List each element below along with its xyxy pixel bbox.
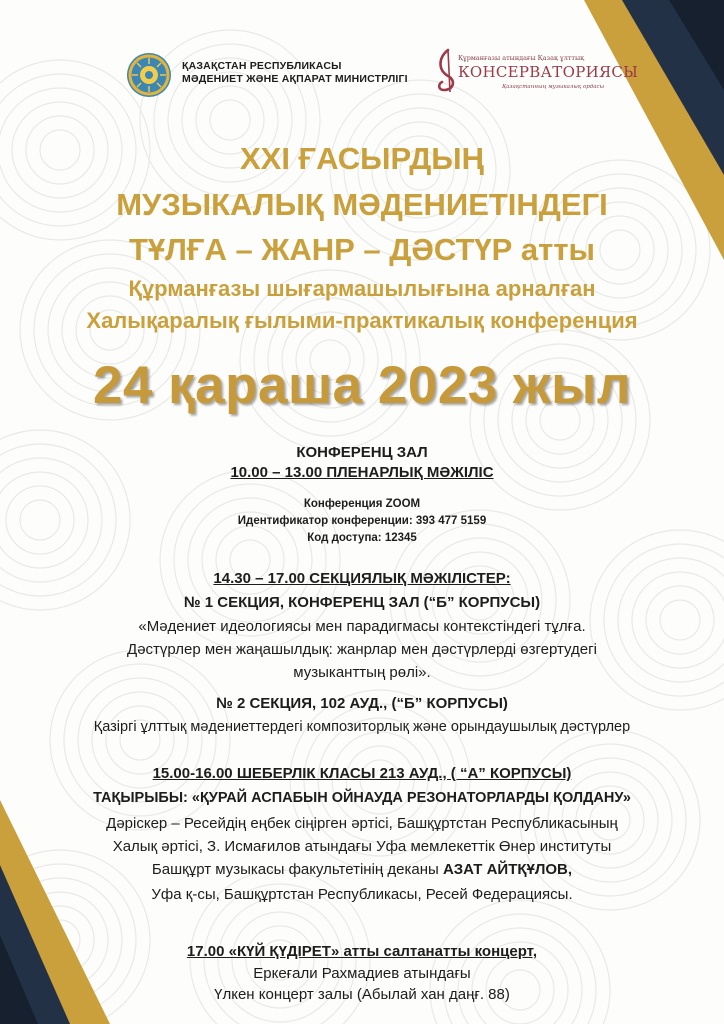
lecturer-line-1: Дәріскер – Ресейдің еңбек сіңірген әртісі, Башқұртстан Республикасының — [106, 815, 618, 832]
title-line-5: Халықаралық ғылыми-практикалық конференция — [86, 308, 638, 333]
section-1-desc-2: Дәстүрлер мен жаңашылдық: жанрлар мен дәстүрлерді өзгертудегі — [127, 641, 597, 658]
ministry-line-2: МӘДЕНИЕТ ЖӘНЕ АҚПАРАТ МИНИСТРЛІГІ — [182, 73, 408, 85]
masterclass-time: 15.00-16.00 ШЕБЕРЛІК КЛАСЫ 213 АУД., ( “А” КОРПУСЫ) — [152, 765, 572, 782]
concert-title: 17.00 «КҮЙ ҚҮДІРЕТ» атты салтанатты концерт, — [186, 943, 538, 960]
section-2-title: № 2 СЕКЦИЯ, 102 АУД., (“Б” КОРПУСЫ) — [216, 695, 508, 712]
concert-venue-1: Еркеғали Рахмадиев атындағы — [253, 965, 471, 982]
lecturer-name: АЗАТ АЙТҚҰЛОВ, — [442, 861, 573, 878]
ministry-line-1: ҚАЗАҚСТАН РЕСПУБЛИКАСЫ — [182, 60, 342, 72]
title-line-3: ТҰЛҒА – ЖАНР – ДӘСТҮР атты — [128, 232, 596, 267]
conservatory-logo — [432, 44, 639, 100]
conservatory-name: КОНСЕРВАТОРИЯСЫ — [458, 63, 639, 81]
title-line-4: Құрманғазы шығармашылығына арналған — [128, 276, 596, 301]
title-line-1: XXI ҒАСЫРДЫҢ — [239, 141, 485, 176]
conservatory-subtitle: Қазақстанның музыкалық ордасы — [502, 84, 605, 90]
section-1-desc-3: музыканттың рөлі». — [293, 664, 431, 681]
zoom-code: Код доступа: 12345 — [307, 532, 417, 544]
section-2-desc: Қазіргі ұлттық мәдениеттердегі композиторлық және орындаушылық дәстүрлер — [93, 719, 631, 735]
lecturer-role: Башқұрт музыкасы факультетінің деканы — [151, 861, 443, 878]
masterclass-topic: ТАҚЫРЫБЫ: «ҚУРАЙ АСПАБЫН ОЙНАУДА РЕЗОНАТОРЛАРДЫ ҚОЛДАНУ» — [93, 790, 631, 806]
zoom-label: Конференция ZOOM — [303, 498, 421, 510]
conservatory-top-line: Құрманғазы атындағы Қазақ ұлттық — [458, 54, 585, 62]
zoom-id: Идентификатор конференции: 393 477 5159 — [237, 515, 487, 527]
section-1-desc-1: «Мәдениет идеологиясы мен парадигмасы контекстіндегі тұлға. — [138, 618, 586, 635]
title-line-2: МУЗЫКАЛЫҚ МӘДЕНИЕТІНДЕГІ — [116, 187, 608, 222]
sections-time: 14.30 – 17.00 СЕКЦИЯЛЫҚ МӘЖІЛІСТЕР: — [213, 570, 511, 587]
plenary-time: 10.00 – 13.00 ПЛЕНАРЛЫҚ МӘЖІЛІС — [230, 464, 494, 481]
lecturer-line-4: Уфа қ-сы, Башқұртстан Республикасы, Ресей Федерациясы. — [151, 886, 573, 903]
plenary-hall: КОНФЕРЕНЦ ЗАЛ — [296, 444, 428, 461]
event-date: 24 қараша 2023 жыл — [92, 356, 632, 415]
section-1-title: № 1 СЕКЦИЯ, КОНФЕРЕНЦ ЗАЛ (“Б” КОРПУСЫ) — [183, 594, 541, 611]
kazakhstan-emblem-icon — [126, 52, 172, 98]
lecturer-line-3 — [0, 861, 724, 878]
concert-venue-2: Үлкен концерт залы (Абылай хан даңғ. 88) — [214, 986, 510, 1003]
lecturer-line-2: Халық әртісі, З. Исмағилов атындағы Уфа мемлекеттік Өнер институты — [112, 838, 612, 855]
ministry-name — [182, 60, 408, 86]
